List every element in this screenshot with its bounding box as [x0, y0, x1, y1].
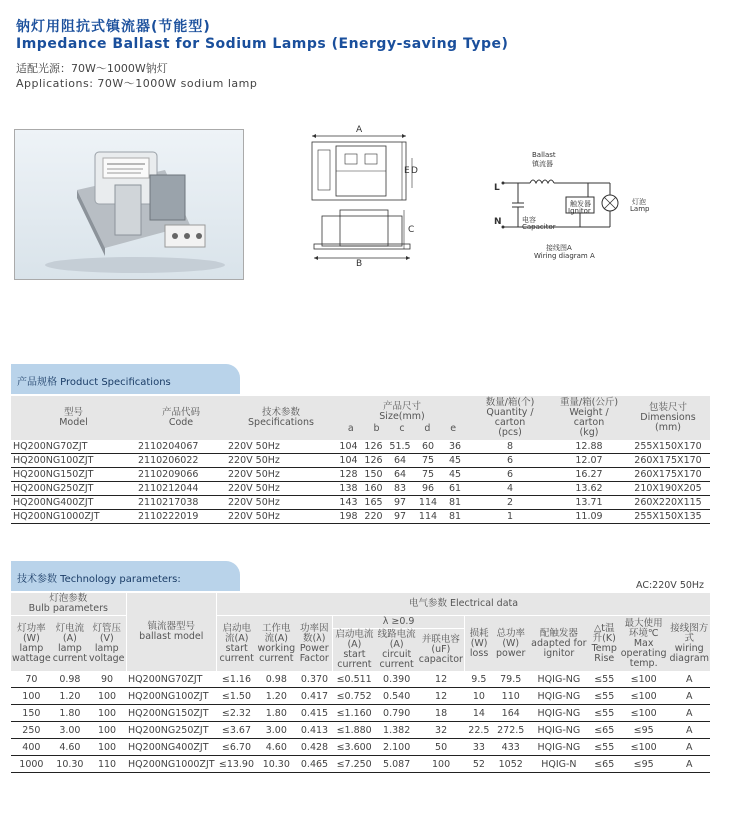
spec-cell-spec: 220V 50Hz — [226, 454, 336, 468]
header-loss-en: loss — [469, 647, 489, 659]
header-wiring-en: wiring diagram — [669, 642, 709, 664]
tech-cell-loss: 33 — [464, 739, 493, 756]
spec-cell-e: 45 — [442, 468, 468, 482]
spec-cell-c: 64 — [386, 454, 414, 468]
tech-cell-model: HQ200NG70ZJT — [126, 671, 217, 688]
tech-cell-power: 433 — [493, 739, 528, 756]
header-voltage-en: lamp voltage — [89, 642, 125, 664]
tech-cell-cap: 50 — [418, 739, 465, 756]
tech-cell-rise: ≤55 — [590, 688, 619, 705]
header-capacitor-en: capacitor — [418, 654, 463, 665]
header-wiring-cn: 接线图方式 — [670, 622, 709, 644]
tech-cell-v: 100 — [88, 688, 126, 705]
tech-cell-w: 150 — [11, 705, 52, 722]
tech-cell-start: ≤1.16 — [217, 671, 257, 688]
tech-cell-pf: 0.415 — [296, 705, 332, 722]
spec-cell-d: 60 — [414, 440, 442, 454]
product-spec-header — [11, 364, 240, 394]
lamp-label-en: Lamp — [630, 205, 650, 213]
spec-cell-dims: 260X220X115 — [626, 496, 710, 510]
tech-cell-wd: A — [668, 756, 710, 773]
header-capacitor-cn: 并联电容(uF) — [421, 634, 460, 655]
tech-cell-model: HQ200NG100ZJT — [126, 688, 217, 705]
dim-label-b: B — [356, 259, 363, 269]
tech-table-row — [11, 688, 710, 705]
tech-cell-v: 100 — [88, 705, 126, 722]
ignitor-label-cn: 触发器 — [570, 200, 591, 208]
header-electrical: 电气参数 Electrical data — [217, 593, 710, 616]
header-dim-unit: (mm) — [655, 422, 681, 433]
tech-cell-rise: ≤55 — [590, 671, 619, 688]
spec-cell-qty: 2 — [468, 496, 552, 510]
header-start2-cn: 启动电流(A) — [335, 629, 374, 650]
tech-cell-power: 1052 — [493, 756, 528, 773]
header-qty-en: Quantity / carton — [486, 407, 534, 428]
tech-cell-w: 100 — [11, 688, 52, 705]
spec-cell-d: 75 — [414, 454, 442, 468]
spec-cell-e: 36 — [442, 440, 468, 454]
tech-cell-power: 79.5 — [493, 671, 528, 688]
tech-table-row — [11, 739, 710, 756]
header-pf-en: Power Factor — [299, 642, 329, 664]
tech-cell-loss: 10 — [464, 688, 493, 705]
tech-cell-rise: ≤65 — [590, 722, 619, 739]
header-ballast-model-cn: 镇流器型号 — [147, 621, 196, 632]
spec-cell-weight: 12.07 — [552, 454, 626, 468]
tech-cell-power: 272.5 — [493, 722, 528, 739]
header-ignitor-cn: 配触发器 — [539, 627, 578, 639]
header-current-cn: 灯电流(A) — [55, 622, 85, 644]
tech-cell-start: ≤13.90 — [217, 756, 257, 773]
tech-cell-start2: ≤1.160 — [333, 705, 376, 722]
spec-cell-weight: 16.27 — [552, 468, 626, 482]
header-spec-cn: 技术参数 — [261, 407, 300, 418]
tech-cell-start: ≤6.70 — [217, 739, 257, 756]
tech-cell-w: 400 — [11, 739, 52, 756]
header-qty-unit: (pcs) — [498, 427, 522, 438]
spec-cell-e: 81 — [442, 496, 468, 510]
spec-cell-c: 64 — [386, 468, 414, 482]
spec-table-row — [11, 454, 710, 468]
header-model-en: Model — [59, 417, 88, 428]
header-rise-cn: △t温升(K) — [592, 622, 616, 644]
spec-cell-d: 114 — [414, 496, 442, 510]
header-loss-cn: 损耗(W) — [469, 627, 489, 649]
header-bulb-en: Bulb parameters — [28, 603, 108, 614]
tech-cell-loss: 52 — [464, 756, 493, 773]
tech-cell-v: 90 — [88, 671, 126, 688]
tech-table-row — [11, 756, 710, 773]
header-start-en: start current — [219, 642, 254, 664]
tech-cell-circ: 0.540 — [376, 688, 418, 705]
tech-param-header — [11, 561, 240, 591]
tech-cell-wd: A — [668, 688, 710, 705]
product-photo — [14, 129, 244, 280]
header-lambda: λ ≥0.9 — [333, 616, 465, 629]
tech-cell-pf: 0.370 — [296, 671, 332, 688]
tech-cell-start: ≤2.32 — [217, 705, 257, 722]
tech-cell-cap: 12 — [418, 688, 465, 705]
spec-cell-spec: 220V 50Hz — [226, 482, 336, 496]
spec-cell-code: 2110206022 — [136, 454, 226, 468]
tech-cell-cap: 100 — [418, 756, 465, 773]
header-bulb-cn: 灯泡参数 — [49, 593, 88, 604]
header-wattage-en: lamp wattage — [12, 642, 51, 664]
spec-cell-code: 2110204067 — [136, 440, 226, 454]
tech-cell-model: HQ200NG1000ZJT — [126, 756, 217, 773]
tech-table-row — [11, 671, 710, 688]
lamp-label-cn: 灯泡 — [632, 198, 646, 206]
capacitor-label-en: Capacitor — [522, 223, 556, 231]
wiring-diagram — [488, 145, 663, 270]
spec-cell-b: 150 — [361, 468, 386, 482]
tech-cell-temp: ≤100 — [619, 688, 668, 705]
header-dim-cn: 包装尺寸 — [648, 402, 687, 413]
spec-table-row — [11, 510, 710, 524]
header-size-c: c — [399, 423, 405, 434]
spec-cell-spec: 220V 50Hz — [226, 510, 336, 524]
tech-cell-model: HQ200NG150ZJT — [126, 705, 217, 722]
spec-cell-model: HQ200NG1000ZJT — [11, 510, 136, 524]
tech-cell-w: 250 — [11, 722, 52, 739]
header-working-en: working current — [257, 642, 296, 664]
tech-cell-wd: A — [668, 705, 710, 722]
spec-cell-qty: 6 — [468, 454, 552, 468]
spec-cell-model: HQ200NG150ZJT — [11, 468, 136, 482]
live-terminal-l: L — [494, 183, 500, 193]
dim-label-c: C — [408, 225, 415, 235]
spec-cell-a: 104 — [336, 454, 361, 468]
tech-cell-temp: ≤95 — [619, 756, 668, 773]
spec-cell-b: 165 — [361, 496, 386, 510]
header-spec-en: Specifications — [248, 417, 314, 428]
spec-cell-code: 2110209066 — [136, 468, 226, 482]
tech-cell-ign: HQIG-NG — [528, 688, 589, 705]
tech-cell-start2: ≤0.511 — [333, 671, 376, 688]
tech-cell-power: 110 — [493, 688, 528, 705]
spec-cell-b: 126 — [361, 454, 386, 468]
spec-cell-qty: 1 — [468, 510, 552, 524]
spec-cell-d: 96 — [414, 482, 442, 496]
header-size-en: Size(mm) — [379, 411, 425, 422]
spec-cell-model: HQ200NG400ZJT — [11, 496, 136, 510]
header-qty-cn: 数量/箱(个) — [485, 397, 535, 408]
applications-chinese: 适配光源：70W～1000W钠灯 — [16, 62, 168, 75]
ballast-label-en: Ballast — [532, 151, 556, 159]
spec-table-row — [11, 496, 710, 510]
tech-cell-start2: ≤0.752 — [333, 688, 376, 705]
spec-cell-spec: 220V 50Hz — [226, 440, 336, 454]
tech-cell-v: 100 — [88, 722, 126, 739]
tech-cell-start: ≤1.50 — [217, 688, 257, 705]
header-weight-unit: (kg) — [579, 427, 599, 438]
spec-cell-b: 126 — [361, 440, 386, 454]
tech-cell-rise: ≤55 — [590, 739, 619, 756]
tech-cell-circ: 0.790 — [376, 705, 418, 722]
spec-cell-weight: 11.09 — [552, 510, 626, 524]
tech-cell-rise: ≤55 — [590, 705, 619, 722]
tech-cell-wd: A — [668, 739, 710, 756]
spec-cell-c: 97 — [386, 510, 414, 524]
header-circuit-en: circuit current — [379, 649, 414, 670]
spec-cell-dims: 260X175X170 — [626, 454, 710, 468]
dim-label-e: E — [404, 166, 410, 176]
tech-cell-work: 3.00 — [256, 722, 296, 739]
tech-cell-start: ≤3.67 — [217, 722, 257, 739]
header-maxtemp-en: Max operating temp. — [620, 637, 667, 669]
spec-cell-a: 198 — [336, 510, 361, 524]
tech-cell-pf: 0.465 — [296, 756, 332, 773]
tech-cell-v: 110 — [88, 756, 126, 773]
tech-cell-circ: 5.087 — [376, 756, 418, 773]
header-size-a: a — [347, 423, 354, 434]
tech-cell-circ: 0.390 — [376, 671, 418, 688]
tech-cell-ign: HQIG-N — [528, 756, 589, 773]
tech-cell-loss: 22.5 — [464, 722, 493, 739]
spec-cell-a: 128 — [336, 468, 361, 482]
header-ignitor-en: adapted for ignitor — [531, 637, 587, 659]
tech-cell-cap: 32 — [418, 722, 465, 739]
tech-cell-work: 1.80 — [256, 705, 296, 722]
spec-cell-model: HQ200NG250ZJT — [11, 482, 136, 496]
tech-cell-ign: HQIG-NG — [528, 671, 589, 688]
tech-cell-circ: 2.100 — [376, 739, 418, 756]
tech-cell-i: 10.30 — [52, 756, 88, 773]
tech-cell-pf: 0.417 — [296, 688, 332, 705]
applications-english: Applications: 70W～1000W sodium lamp — [16, 77, 258, 90]
tech-cell-rise: ≤65 — [590, 756, 619, 773]
header-ballast-model-en: ballast model — [139, 631, 204, 642]
tech-cell-temp: ≤100 — [619, 671, 668, 688]
header-weight-cn: 重量/箱(公斤) — [559, 397, 619, 408]
tech-cell-cap: 18 — [418, 705, 465, 722]
tech-cell-loss: 9.5 — [464, 671, 493, 688]
dimension-drawing — [300, 125, 430, 270]
spec-table-row — [11, 482, 710, 496]
spec-cell-e: 81 — [442, 510, 468, 524]
header-circuit-cn: 线路电流(A) — [377, 629, 416, 650]
header-model-cn: 型号 — [63, 407, 83, 418]
product-spec-table — [11, 396, 710, 524]
spec-cell-c: 83 — [386, 482, 414, 496]
spec-cell-weight: 12.88 — [552, 440, 626, 454]
spec-cell-dims: 255X150X170 — [626, 440, 710, 454]
tech-cell-wd: A — [668, 722, 710, 739]
header-power-cn: 总功率(W) — [496, 627, 525, 649]
spec-cell-b: 160 — [361, 482, 386, 496]
tech-cell-w: 70 — [11, 671, 52, 688]
spec-table-row — [11, 440, 710, 454]
tech-cell-model: HQ200NG250ZJT — [126, 722, 217, 739]
tech-param-title: 技术参数 Technology parameters: — [17, 574, 181, 585]
tech-cell-power: 164 — [493, 705, 528, 722]
header-working-cn: 工作电流(A) — [262, 622, 291, 644]
tech-cell-i: 1.80 — [52, 705, 88, 722]
tech-cell-circ: 1.382 — [376, 722, 418, 739]
header-start2-en: start current — [337, 649, 372, 670]
header-code-en: Code — [168, 417, 194, 428]
spec-cell-e: 61 — [442, 482, 468, 496]
wiring-label-en: Wiring diagram A — [534, 252, 595, 260]
spec-cell-code: 2110212044 — [136, 482, 226, 496]
header-pf-cn: 功率因数(λ) — [299, 622, 329, 644]
dim-label-a: A — [356, 125, 363, 135]
spec-cell-model: HQ200NG70ZJT — [11, 440, 136, 454]
spec-cell-weight: 13.62 — [552, 482, 626, 496]
tech-cell-start2: ≤1.880 — [333, 722, 376, 739]
spec-cell-model: HQ200NG100ZJT — [11, 454, 136, 468]
spec-cell-qty: 4 — [468, 482, 552, 496]
tech-cell-v: 100 — [88, 739, 126, 756]
tech-cell-i: 3.00 — [52, 722, 88, 739]
header-wattage-cn: 灯功率(W) — [17, 622, 46, 644]
product-spec-title: 产品规格 Product Specifications — [17, 377, 171, 388]
header-dim-en: Dimensions — [640, 412, 696, 423]
spec-cell-code: 2110222019 — [136, 510, 226, 524]
tech-cell-pf: 0.428 — [296, 739, 332, 756]
tech-cell-cap: 12 — [418, 671, 465, 688]
tech-cell-temp: ≤95 — [619, 722, 668, 739]
header-current-en: lamp current — [52, 642, 88, 664]
title-chinese: 钠灯用阻抗式镇流器(节能型) — [16, 19, 211, 35]
tech-cell-start2: ≤3.600 — [333, 739, 376, 756]
header-size-cn: 产品尺寸 — [382, 401, 421, 412]
tech-table-row — [11, 705, 710, 722]
header-code-cn: 产品代码 — [161, 407, 200, 418]
wiring-label-cn: 接线图A — [546, 244, 572, 252]
title-english: Impedance Ballast for Sodium Lamps (Energy-saving Type) — [16, 36, 509, 52]
spec-cell-c: 51.5 — [386, 440, 414, 454]
header-size-e: e — [450, 423, 457, 434]
capacitor-label-cn: 电容 — [522, 216, 536, 224]
tech-table-row — [11, 722, 710, 739]
header-weight-en: Weight / carton — [569, 407, 609, 428]
spec-header-row — [11, 396, 710, 440]
tech-cell-ign: HQIG-NG — [528, 722, 589, 739]
tech-cell-w: 1000 — [11, 756, 52, 773]
header-start-cn: 启动电流(A) — [222, 622, 251, 644]
tech-cell-model: HQ200NG400ZJT — [126, 739, 217, 756]
spec-cell-qty: 6 — [468, 468, 552, 482]
spec-cell-d: 75 — [414, 468, 442, 482]
dim-label-d: D — [411, 166, 418, 176]
tech-cell-work: 0.98 — [256, 671, 296, 688]
tech-cell-temp: ≤100 — [619, 739, 668, 756]
ballast-label-cn: 镇流器 — [532, 160, 553, 168]
tech-cell-start2: ≤7.250 — [333, 756, 376, 773]
tech-cell-ign: HQIG-NG — [528, 739, 589, 756]
spec-cell-spec: 220V 50Hz — [226, 468, 336, 482]
spec-cell-a: 104 — [336, 440, 361, 454]
tech-cell-i: 4.60 — [52, 739, 88, 756]
spec-cell-dims: 255X150X135 — [626, 510, 710, 524]
header-size-b: b — [373, 423, 380, 434]
header-maxtemp-cn: 最大使用环境℃ — [624, 617, 663, 639]
ignitor-label-en: Ignitor — [568, 207, 591, 215]
ac-rating: AC:220V 50Hz — [636, 580, 705, 591]
spec-cell-dims: 210X190X205 — [626, 482, 710, 496]
header-size-d: d — [424, 423, 431, 434]
tech-cell-work: 1.20 — [256, 688, 296, 705]
spec-cell-a: 143 — [336, 496, 361, 510]
header-power-en: power — [496, 647, 526, 659]
neutral-terminal-n: N — [494, 217, 502, 227]
spec-cell-e: 45 — [442, 454, 468, 468]
spec-cell-weight: 13.71 — [552, 496, 626, 510]
spec-cell-spec: 220V 50Hz — [226, 496, 336, 510]
tech-cell-loss: 14 — [464, 705, 493, 722]
spec-cell-d: 114 — [414, 510, 442, 524]
tech-cell-ign: HQIG-NG — [528, 705, 589, 722]
tech-cell-work: 10.30 — [256, 756, 296, 773]
spec-table-row — [11, 468, 710, 482]
spec-cell-b: 220 — [361, 510, 386, 524]
spec-cell-code: 2110217038 — [136, 496, 226, 510]
header-voltage-cn: 灯管压(V) — [92, 622, 122, 644]
tech-cell-i: 0.98 — [52, 671, 88, 688]
tech-param-table — [11, 593, 710, 773]
tech-cell-pf: 0.413 — [296, 722, 332, 739]
tech-cell-temp: ≤100 — [619, 705, 668, 722]
tech-cell-work: 4.60 — [256, 739, 296, 756]
spec-cell-a: 138 — [336, 482, 361, 496]
spec-cell-qty: 8 — [468, 440, 552, 454]
spec-cell-c: 97 — [386, 496, 414, 510]
tech-cell-i: 1.20 — [52, 688, 88, 705]
spec-cell-dims: 260X175X170 — [626, 468, 710, 482]
tech-cell-wd: A — [668, 671, 710, 688]
header-rise-en: Temp Rise — [591, 642, 617, 664]
